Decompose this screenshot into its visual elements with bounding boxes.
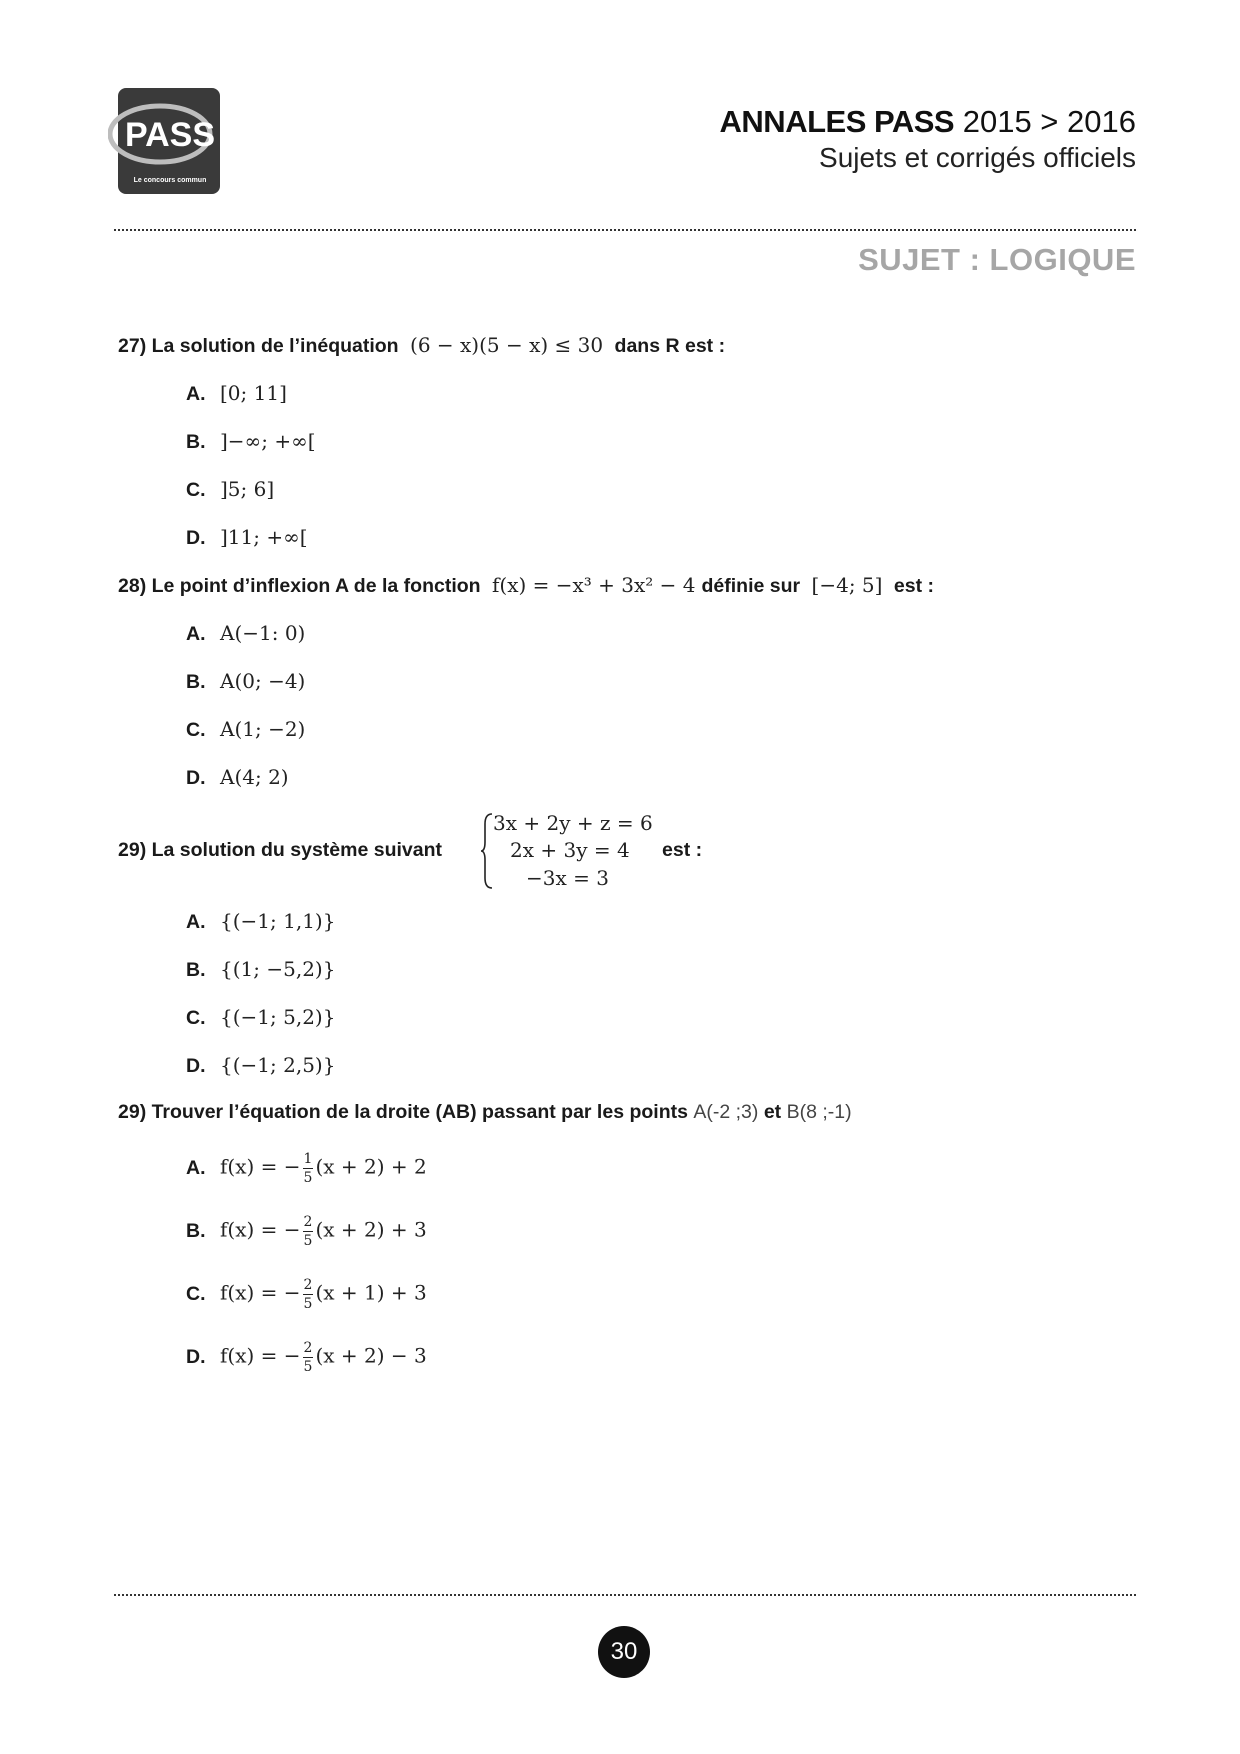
option-letter: C. bbox=[186, 1007, 206, 1029]
question-28-suffix: est : bbox=[893, 575, 934, 597]
header-title bbox=[720, 106, 1136, 137]
option-27-a bbox=[186, 381, 287, 406]
option-post: (x + 2) + 3 bbox=[315, 1217, 427, 1242]
question-29-suffix: est : bbox=[662, 839, 703, 861]
system-equation-3: −3x = 3 bbox=[526, 866, 609, 890]
system-brace bbox=[480, 812, 494, 890]
system-equation-1: 3x + 2y + z = 6 bbox=[493, 811, 653, 835]
page-number: 30 bbox=[598, 1626, 650, 1678]
fraction-denominator: 5 bbox=[303, 1170, 313, 1186]
option-29-d bbox=[186, 1053, 335, 1078]
question-27-math: (6 − x)(5 − x) ≤ 30 bbox=[410, 333, 604, 357]
option-29-a bbox=[186, 909, 335, 934]
fraction bbox=[303, 1215, 314, 1248]
option-pre: f(x) = − bbox=[220, 1217, 301, 1242]
fraction-numerator: 2 bbox=[303, 1214, 313, 1230]
point-b: B(8 ;-1) bbox=[786, 1101, 852, 1123]
option-30-d bbox=[186, 1341, 427, 1374]
question-29-line-and: et bbox=[763, 1101, 782, 1123]
question-29-line bbox=[118, 1101, 852, 1124]
option-letter: D. bbox=[186, 1055, 206, 1077]
option-text: {(−1; 1,1)} bbox=[220, 909, 336, 933]
system-equation-2: 2x + 3y = 4 bbox=[510, 838, 630, 862]
question-28-middle: définie sur bbox=[701, 575, 801, 597]
option-letter: A. bbox=[186, 1156, 206, 1179]
option-letter: D. bbox=[186, 527, 206, 549]
option-post: (x + 2) − 3 bbox=[315, 1343, 427, 1368]
option-28-c bbox=[186, 717, 305, 742]
option-letter: A. bbox=[186, 911, 206, 933]
option-text: ]−∞; +∞[ bbox=[220, 429, 316, 453]
option-text: A(−1: 0) bbox=[220, 621, 306, 645]
option-text: [0; 11] bbox=[220, 381, 287, 405]
logo-tagline: Le concours commun bbox=[133, 177, 207, 184]
option-letter: D. bbox=[186, 767, 206, 789]
fraction-denominator: 5 bbox=[303, 1233, 313, 1249]
option-letter: B. bbox=[186, 1219, 206, 1242]
option-30-b bbox=[186, 1215, 427, 1248]
option-29-b bbox=[186, 957, 335, 982]
option-29-c bbox=[186, 1005, 335, 1030]
option-30-a bbox=[186, 1152, 427, 1185]
pass-logo bbox=[108, 88, 220, 194]
header bbox=[720, 106, 1136, 172]
option-text: ]11; +∞[ bbox=[220, 525, 308, 549]
option-30-c bbox=[186, 1278, 427, 1311]
top-divider bbox=[114, 229, 1136, 231]
question-28-math: f(x) = −x³ + 3x² − 4 bbox=[491, 573, 696, 597]
option-27-b bbox=[186, 429, 316, 454]
option-27-d bbox=[186, 525, 308, 550]
option-28-b bbox=[186, 669, 305, 694]
option-post: (x + 2) + 2 bbox=[315, 1154, 427, 1179]
question-27 bbox=[118, 333, 725, 358]
option-text: {(1; −5,2)} bbox=[220, 957, 336, 981]
section-title: SUJET : LOGIQUE bbox=[858, 242, 1136, 277]
fraction bbox=[303, 1341, 314, 1374]
option-text: {(−1; 5,2)} bbox=[220, 1005, 336, 1029]
question-29 bbox=[118, 839, 442, 862]
bottom-divider bbox=[114, 1594, 1136, 1596]
fraction bbox=[303, 1152, 314, 1185]
question-28-label: 28) Le point d’inflexion A de la fonction bbox=[118, 575, 481, 597]
question-29-line-label: 29) Trouver l’équation de la droite (AB) passant par les points bbox=[118, 1101, 688, 1123]
fraction-denominator: 5 bbox=[303, 1296, 313, 1312]
option-28-d bbox=[186, 765, 289, 790]
option-letter: B. bbox=[186, 671, 206, 693]
fraction bbox=[303, 1278, 314, 1311]
question-28 bbox=[118, 573, 934, 598]
option-text: A(0; −4) bbox=[220, 669, 306, 693]
option-letter: C. bbox=[186, 1282, 206, 1305]
point-a: A(-2 ;3) bbox=[693, 1101, 759, 1123]
fraction-denominator: 5 bbox=[303, 1359, 313, 1375]
question-27-label: 27) La solution de l’inéquation bbox=[118, 335, 399, 357]
option-pre: f(x) = − bbox=[220, 1343, 301, 1368]
logo-text: PASS bbox=[124, 116, 216, 154]
option-text: A(1; −2) bbox=[220, 717, 306, 741]
fraction-numerator: 1 bbox=[303, 1151, 313, 1167]
option-letter: C. bbox=[186, 479, 206, 501]
fraction-numerator: 2 bbox=[303, 1277, 313, 1293]
option-28-a bbox=[186, 621, 305, 646]
option-post: (x + 1) + 3 bbox=[315, 1280, 427, 1305]
option-letter: A. bbox=[186, 383, 206, 405]
question-27-suffix: dans R est : bbox=[614, 335, 726, 357]
option-letter: C. bbox=[186, 719, 206, 741]
option-text: ]5; 6] bbox=[220, 477, 275, 501]
option-27-c bbox=[186, 477, 274, 502]
option-letter: D. bbox=[186, 1345, 206, 1368]
option-letter: B. bbox=[186, 431, 206, 453]
header-years: 2015 > 2016 bbox=[962, 104, 1136, 139]
option-letter: A. bbox=[186, 623, 206, 645]
question-28-interval: [−4; 5] bbox=[811, 573, 883, 597]
option-pre: f(x) = − bbox=[220, 1154, 301, 1179]
option-pre: f(x) = − bbox=[220, 1280, 301, 1305]
header-brand: ANNALES PASS bbox=[719, 104, 955, 139]
fraction-numerator: 2 bbox=[303, 1340, 313, 1356]
option-text: {(−1; 2,5)} bbox=[220, 1053, 336, 1077]
option-letter: B. bbox=[186, 959, 206, 981]
header-subtitle: Sujets et corrigés officiels bbox=[819, 142, 1136, 173]
question-29-label: 29) La solution du système suivant bbox=[118, 839, 442, 861]
option-text: A(4; 2) bbox=[220, 765, 289, 789]
